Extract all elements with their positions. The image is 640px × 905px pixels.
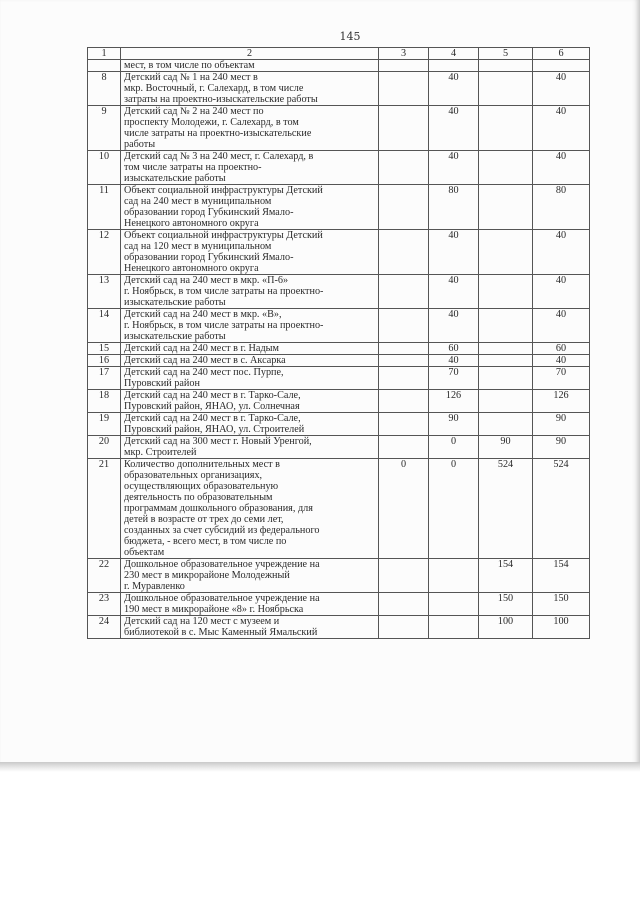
row-description: Детский сад на 120 мест с музеем и библиотекой в с. Мыс Каменный Ямальский [121, 616, 379, 639]
row-description: Детский сад № 2 на 240 мест по проспекту Молодежи, г. Салехард, в том числе затраты на проектно-изыскательские работы [121, 106, 379, 151]
cell-col6: 100 [533, 616, 590, 639]
cell-col3 [379, 106, 429, 151]
row-description: Количество дополнительных мест в образовательных организациях, осуществляющих образовательную деятельность по образовательным программам дошкольного образования, для детей в возрасте от трех до семи лет, созданных за счет субсидий из федерального бюджета, - всего мест, в том числе по объектам [121, 459, 379, 559]
cell-col3 [379, 355, 429, 367]
cell-col4: 40 [429, 72, 479, 106]
cell-col6: 150 [533, 593, 590, 616]
cell-col3 [379, 593, 429, 616]
column-header: 6 [533, 48, 590, 60]
cell-col3 [379, 367, 429, 390]
row-number: 12 [88, 230, 121, 275]
cell-col5 [479, 151, 533, 185]
cell-col3 [379, 230, 429, 275]
cell-col4: 40 [429, 275, 479, 309]
table-row [88, 436, 590, 459]
cell-col3 [379, 413, 429, 436]
table-row [88, 185, 590, 230]
column-header: 5 [479, 48, 533, 60]
cell-col6: 40 [533, 309, 590, 343]
cell-col3 [379, 559, 429, 593]
cell-col6: 154 [533, 559, 590, 593]
cell-col4 [429, 616, 479, 639]
table-row [88, 593, 590, 616]
cell-col6: 40 [533, 355, 590, 367]
cell-col4: 40 [429, 355, 479, 367]
table-row [88, 559, 590, 593]
cell-col5: 100 [479, 616, 533, 639]
cell-col3 [379, 72, 429, 106]
cell-col3 [379, 390, 429, 413]
row-description: Детский сад на 240 мест в мкр. «П-6» г. Ноябрьск, в том числе затраты на проектно- изыскательские работы [121, 275, 379, 309]
cell-col4: 90 [429, 413, 479, 436]
row-number: 20 [88, 436, 121, 459]
table-header-row [88, 48, 590, 60]
row-number: 10 [88, 151, 121, 185]
cell-col5 [479, 275, 533, 309]
page-edge-shadow [0, 762, 640, 772]
row-description: Дошкольное образовательное учреждение на 190 мест в микрорайоне «8» г. Ноябрьска [121, 593, 379, 616]
row-number: 9 [88, 106, 121, 151]
row-number: 21 [88, 459, 121, 559]
cell-col5 [479, 106, 533, 151]
cell-col6: 70 [533, 367, 590, 390]
row-description: Дошкольное образовательное учреждение на 230 мест в микрорайоне Молодежный г. Муравленко [121, 559, 379, 593]
cell-col6: 524 [533, 459, 590, 559]
cell-col5: 154 [479, 559, 533, 593]
cell-col6 [533, 60, 590, 72]
cell-col4: 0 [429, 459, 479, 559]
row-number: 19 [88, 413, 121, 436]
row-description: мест, в том числе по объектам [121, 60, 379, 72]
table-row [88, 151, 590, 185]
data-table [87, 47, 590, 639]
cell-col4: 40 [429, 151, 479, 185]
column-header: 2 [121, 48, 379, 60]
column-header: 3 [379, 48, 429, 60]
cell-col6: 40 [533, 151, 590, 185]
row-description: Детский сад № 1 на 240 мест в мкр. Восточный, г. Салехард, в том числе затраты на проектно-изыскательские работы [121, 72, 379, 106]
table-row [88, 459, 590, 559]
cell-col5 [479, 413, 533, 436]
cell-col4: 40 [429, 309, 479, 343]
cell-col4: 40 [429, 230, 479, 275]
table-row [88, 413, 590, 436]
cell-col5: 524 [479, 459, 533, 559]
cell-col5 [479, 367, 533, 390]
cell-col5: 90 [479, 436, 533, 459]
row-description: Детский сад на 240 мест в мкр. «В», г. Ноябрьск, в том числе затраты на проектно- изыскательские работы [121, 309, 379, 343]
cell-col5 [479, 390, 533, 413]
cell-col4: 60 [429, 343, 479, 355]
cell-col6: 90 [533, 413, 590, 436]
table-row [88, 106, 590, 151]
row-description: Детский сад на 240 мест в г. Тарко-Сале, Пуровский район, ЯНАО, ул. Солнечная [121, 390, 379, 413]
table-row [88, 72, 590, 106]
column-header: 1 [88, 48, 121, 60]
cell-col6: 80 [533, 185, 590, 230]
cell-col3 [379, 343, 429, 355]
row-number: 15 [88, 343, 121, 355]
cell-col4: 126 [429, 390, 479, 413]
cell-col5: 150 [479, 593, 533, 616]
cell-col3 [379, 436, 429, 459]
row-description: Объект социальной инфраструктуры Детский сад на 240 мест в муниципальном образовании город Губкинский Ямало- Ненецкого автономного округа [121, 185, 379, 230]
table-row [88, 230, 590, 275]
cell-col4 [429, 593, 479, 616]
row-number: 23 [88, 593, 121, 616]
row-number: 24 [88, 616, 121, 639]
cell-col4: 70 [429, 367, 479, 390]
cell-col3 [379, 275, 429, 309]
cell-col5 [479, 355, 533, 367]
row-description: Детский сад на 240 мест в г. Надым [121, 343, 379, 355]
row-number [88, 60, 121, 72]
row-number: 8 [88, 72, 121, 106]
cell-col6: 90 [533, 436, 590, 459]
cell-col3 [379, 185, 429, 230]
cell-col4 [429, 559, 479, 593]
cell-col5 [479, 343, 533, 355]
cell-col5 [479, 60, 533, 72]
cell-col4 [429, 60, 479, 72]
column-header: 4 [429, 48, 479, 60]
row-description: Детский сад на 300 мест г. Новый Уренгой, мкр. Строителей [121, 436, 379, 459]
cell-col5 [479, 309, 533, 343]
cell-col4: 80 [429, 185, 479, 230]
row-number: 13 [88, 275, 121, 309]
row-number: 17 [88, 367, 121, 390]
row-number: 18 [88, 390, 121, 413]
cell-col6: 126 [533, 390, 590, 413]
table-row [88, 390, 590, 413]
row-description: Детский сад на 240 мест в г. Тарко-Сале, Пуровский район, ЯНАО, ул. Строителей [121, 413, 379, 436]
table-row [88, 343, 590, 355]
table-row [88, 355, 590, 367]
table-row [88, 275, 590, 309]
row-number: 14 [88, 309, 121, 343]
row-description: Детский сад № 3 на 240 мест, г. Салехард, в том числе затраты на проектно- изыскательские работы [121, 151, 379, 185]
cell-col5 [479, 72, 533, 106]
cell-col4: 40 [429, 106, 479, 151]
cell-col3: 0 [379, 459, 429, 559]
cell-col6: 40 [533, 72, 590, 106]
page-number: 145 [339, 30, 361, 43]
cell-col5 [479, 230, 533, 275]
cell-col3 [379, 309, 429, 343]
cell-col6: 60 [533, 343, 590, 355]
table-row [88, 367, 590, 390]
table-row [88, 60, 590, 72]
cell-col6: 40 [533, 106, 590, 151]
cell-col4: 0 [429, 436, 479, 459]
row-description: Детский сад на 240 мест в с. Аксарка [121, 355, 379, 367]
table-row [88, 309, 590, 343]
cell-col3 [379, 151, 429, 185]
row-number: 16 [88, 355, 121, 367]
cell-col3 [379, 616, 429, 639]
row-number: 11 [88, 185, 121, 230]
cell-col6: 40 [533, 275, 590, 309]
table-row [88, 616, 590, 639]
cell-col6: 40 [533, 230, 590, 275]
row-number: 22 [88, 559, 121, 593]
row-description: Объект социальной инфраструктуры Детский сад на 120 мест в муниципальном образовании город Губкинский Ямало- Ненецкого автономного округа [121, 230, 379, 275]
cell-col3 [379, 60, 429, 72]
row-description: Детский сад на 240 мест пос. Пурпе, Пуровский район [121, 367, 379, 390]
cell-col5 [479, 185, 533, 230]
